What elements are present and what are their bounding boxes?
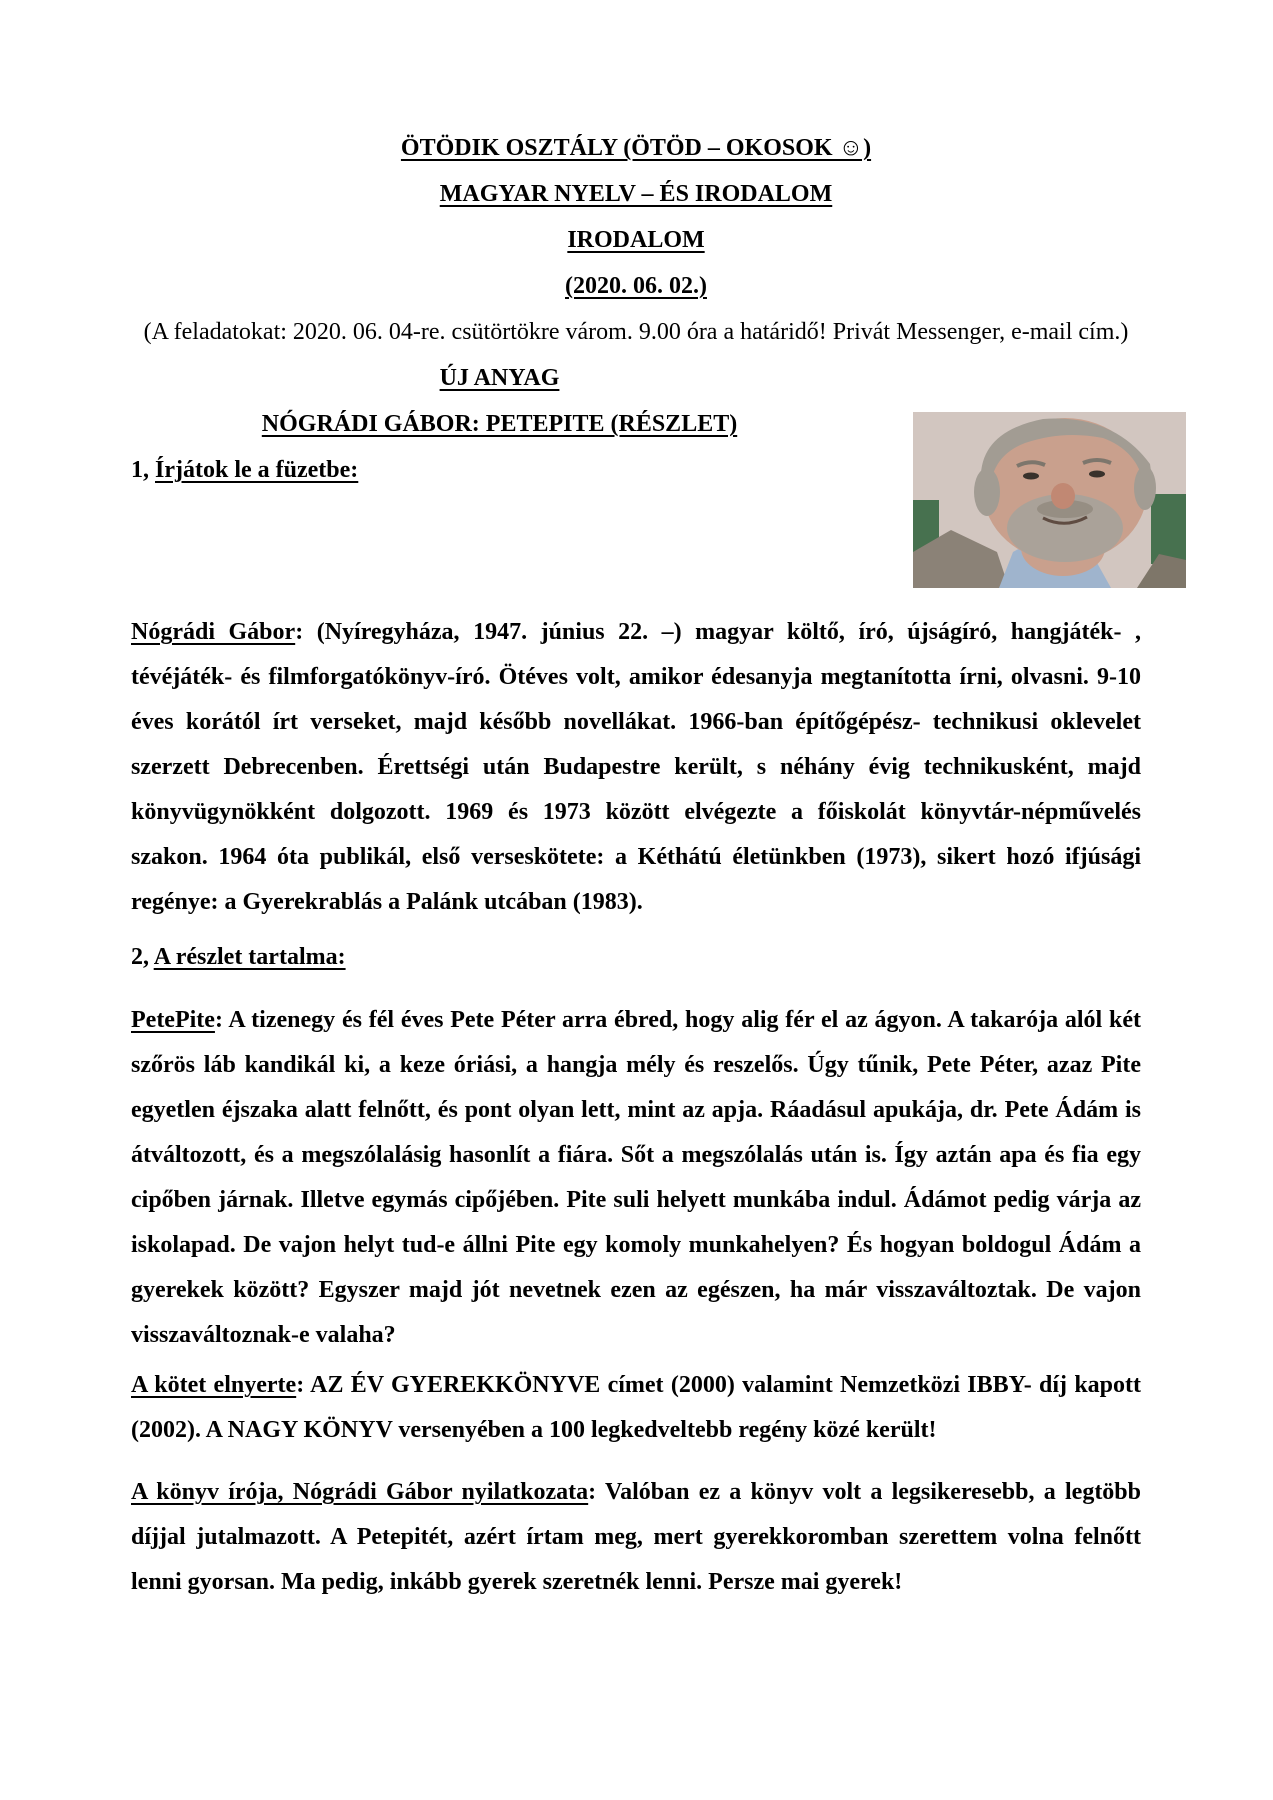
topic-title: [131, 226, 1141, 254]
class-title-text: ÖTÖDIK OSZTÁLY (ÖTÖD – OKOSOK ☺): [400, 135, 872, 161]
photo-left-eye: [1023, 473, 1039, 480]
subject-title-text: MAGYAR NYELV – ÉS IRODALOM: [439, 181, 833, 207]
document-content: [131, 0, 1141, 1605]
synopsis-lead: PetePite: [131, 1007, 215, 1033]
photo-nose: [1051, 483, 1075, 509]
headings-beside-photo: [131, 364, 868, 438]
task-2-heading: [131, 935, 1141, 980]
author-bio-lead: Nógrádi Gábor: [131, 619, 296, 645]
author-bio-text: : (Nyíregyháza, 1947. június 22. –) magyar költő, író, újságíró, hangjáték- , tévéjáték- és filmforgatókönyv-író. Ötéves volt, amikor édesanyja megtanította írni, olvasni. 9-10 éves korától írt verseket, majd később novellákat. 1966-ban építőgépész- technikusi oklevelet szerzett Debrecenben. Érettségi után Budapestre került, s néhány évig technikusként, majd könyvügynökként dolgozott. 1969 és 1973 között elvégezte a főiskolát könyvtár-népművelés szakon. 1964 óta publikál, első verseskötete: a Kéthátú életünkben (1973), sikert hozó ifjúsági regénye: a Gyerekrablás a Palánk utcában (1983).: [131, 619, 1141, 915]
author-photo: [913, 412, 1186, 588]
deadline-note: (A feladatokat: 2020. 06. 04-re. csütörtökre várom. 9.00 óra a határidő! Privát Messenger, e-mail cím.): [143, 319, 1129, 345]
lesson-title-text: NÓGRÁDI GÁBOR: PETEPITE (RÉSZLET): [261, 411, 738, 437]
author-statement-lead: A könyv írója, Nógrádi Gábor nyilatkozata: [131, 1479, 589, 1505]
photo-chalkboard-right: [1151, 494, 1186, 564]
topic-title-text: IRODALOM: [567, 227, 705, 253]
date-title: [131, 272, 1141, 300]
task-1-label: Írjátok le a füzetbe:: [155, 457, 359, 483]
new-material-heading-text: ÚJ ANYAG: [439, 365, 560, 391]
subject-title: [131, 180, 1141, 208]
lesson-title: [131, 410, 868, 438]
new-material-heading: [131, 364, 868, 392]
title-block: [131, 0, 1141, 300]
photo-right-eye: [1089, 471, 1105, 478]
task-2-label: A részlet tartalma:: [153, 944, 346, 970]
author-bio-paragraph: [131, 610, 1141, 925]
award-text: : AZ ÉV GYEREKKÖNYVE címet (2000) valamint Nemzetközi IBBY- díj kapott (2002). A NAGY KÖNYV versenyében a 100 legkedveltebb regény közé került!: [131, 1372, 1142, 1443]
author-statement-text: : Valóban ez a könyv volt a legsikeresebb, a legtöbb díjjal jutalmazott. A Petepitét, azért írtam meg, mert gyerekkoromban szerettem volna felnőtt lenni gyorsan. Ma pedig, inkább gyerek szeretnék lenni. Persze mai gyerek!: [131, 1479, 1142, 1595]
award-paragraph: [131, 1363, 1141, 1453]
date-title-text: (2020. 06. 02.): [565, 273, 707, 299]
award-lead: A kötet elnyerte: [131, 1372, 297, 1398]
author-statement-paragraph: [131, 1470, 1141, 1605]
task-2-number: 2,: [131, 944, 154, 970]
task-1-number: 1,: [131, 457, 155, 483]
synopsis-paragraph: [131, 998, 1141, 1358]
class-title: [131, 134, 1141, 162]
synopsis-text: : A tizenegy és fél éves Pete Péter arra ébred, hogy alig fér el az ágyon. A takarója alól két szőrös láb kandikál ki, a keze óriási, a hangja mély és reszelős. Úgy tűnik, Pete Péter, azaz Pite egyetlen éjszaka alatt felnőtt, és pont olyan lett, mint az apja. Ráadásul apukája, dr. Pete Ádám is átváltozott, és a megszólalásig hasonlít a fiára. Sőt a megszólalás után is. Így aztán apa és fia egy cipőben járnak. Illetve egymás cipőjében. Pite suli helyett munkába indul. Ádámot pedig várja az iskolapad. De vajon helyt tud-e állni Pite egy komoly munkahelyen? És hogyan boldogul Ádám a gyerekek között? Egyszer majd jót nevetnek ezen az egészen, ha már visszaváltoztak. De vajon visszaváltoznak-e valaha?: [131, 1007, 1141, 1348]
